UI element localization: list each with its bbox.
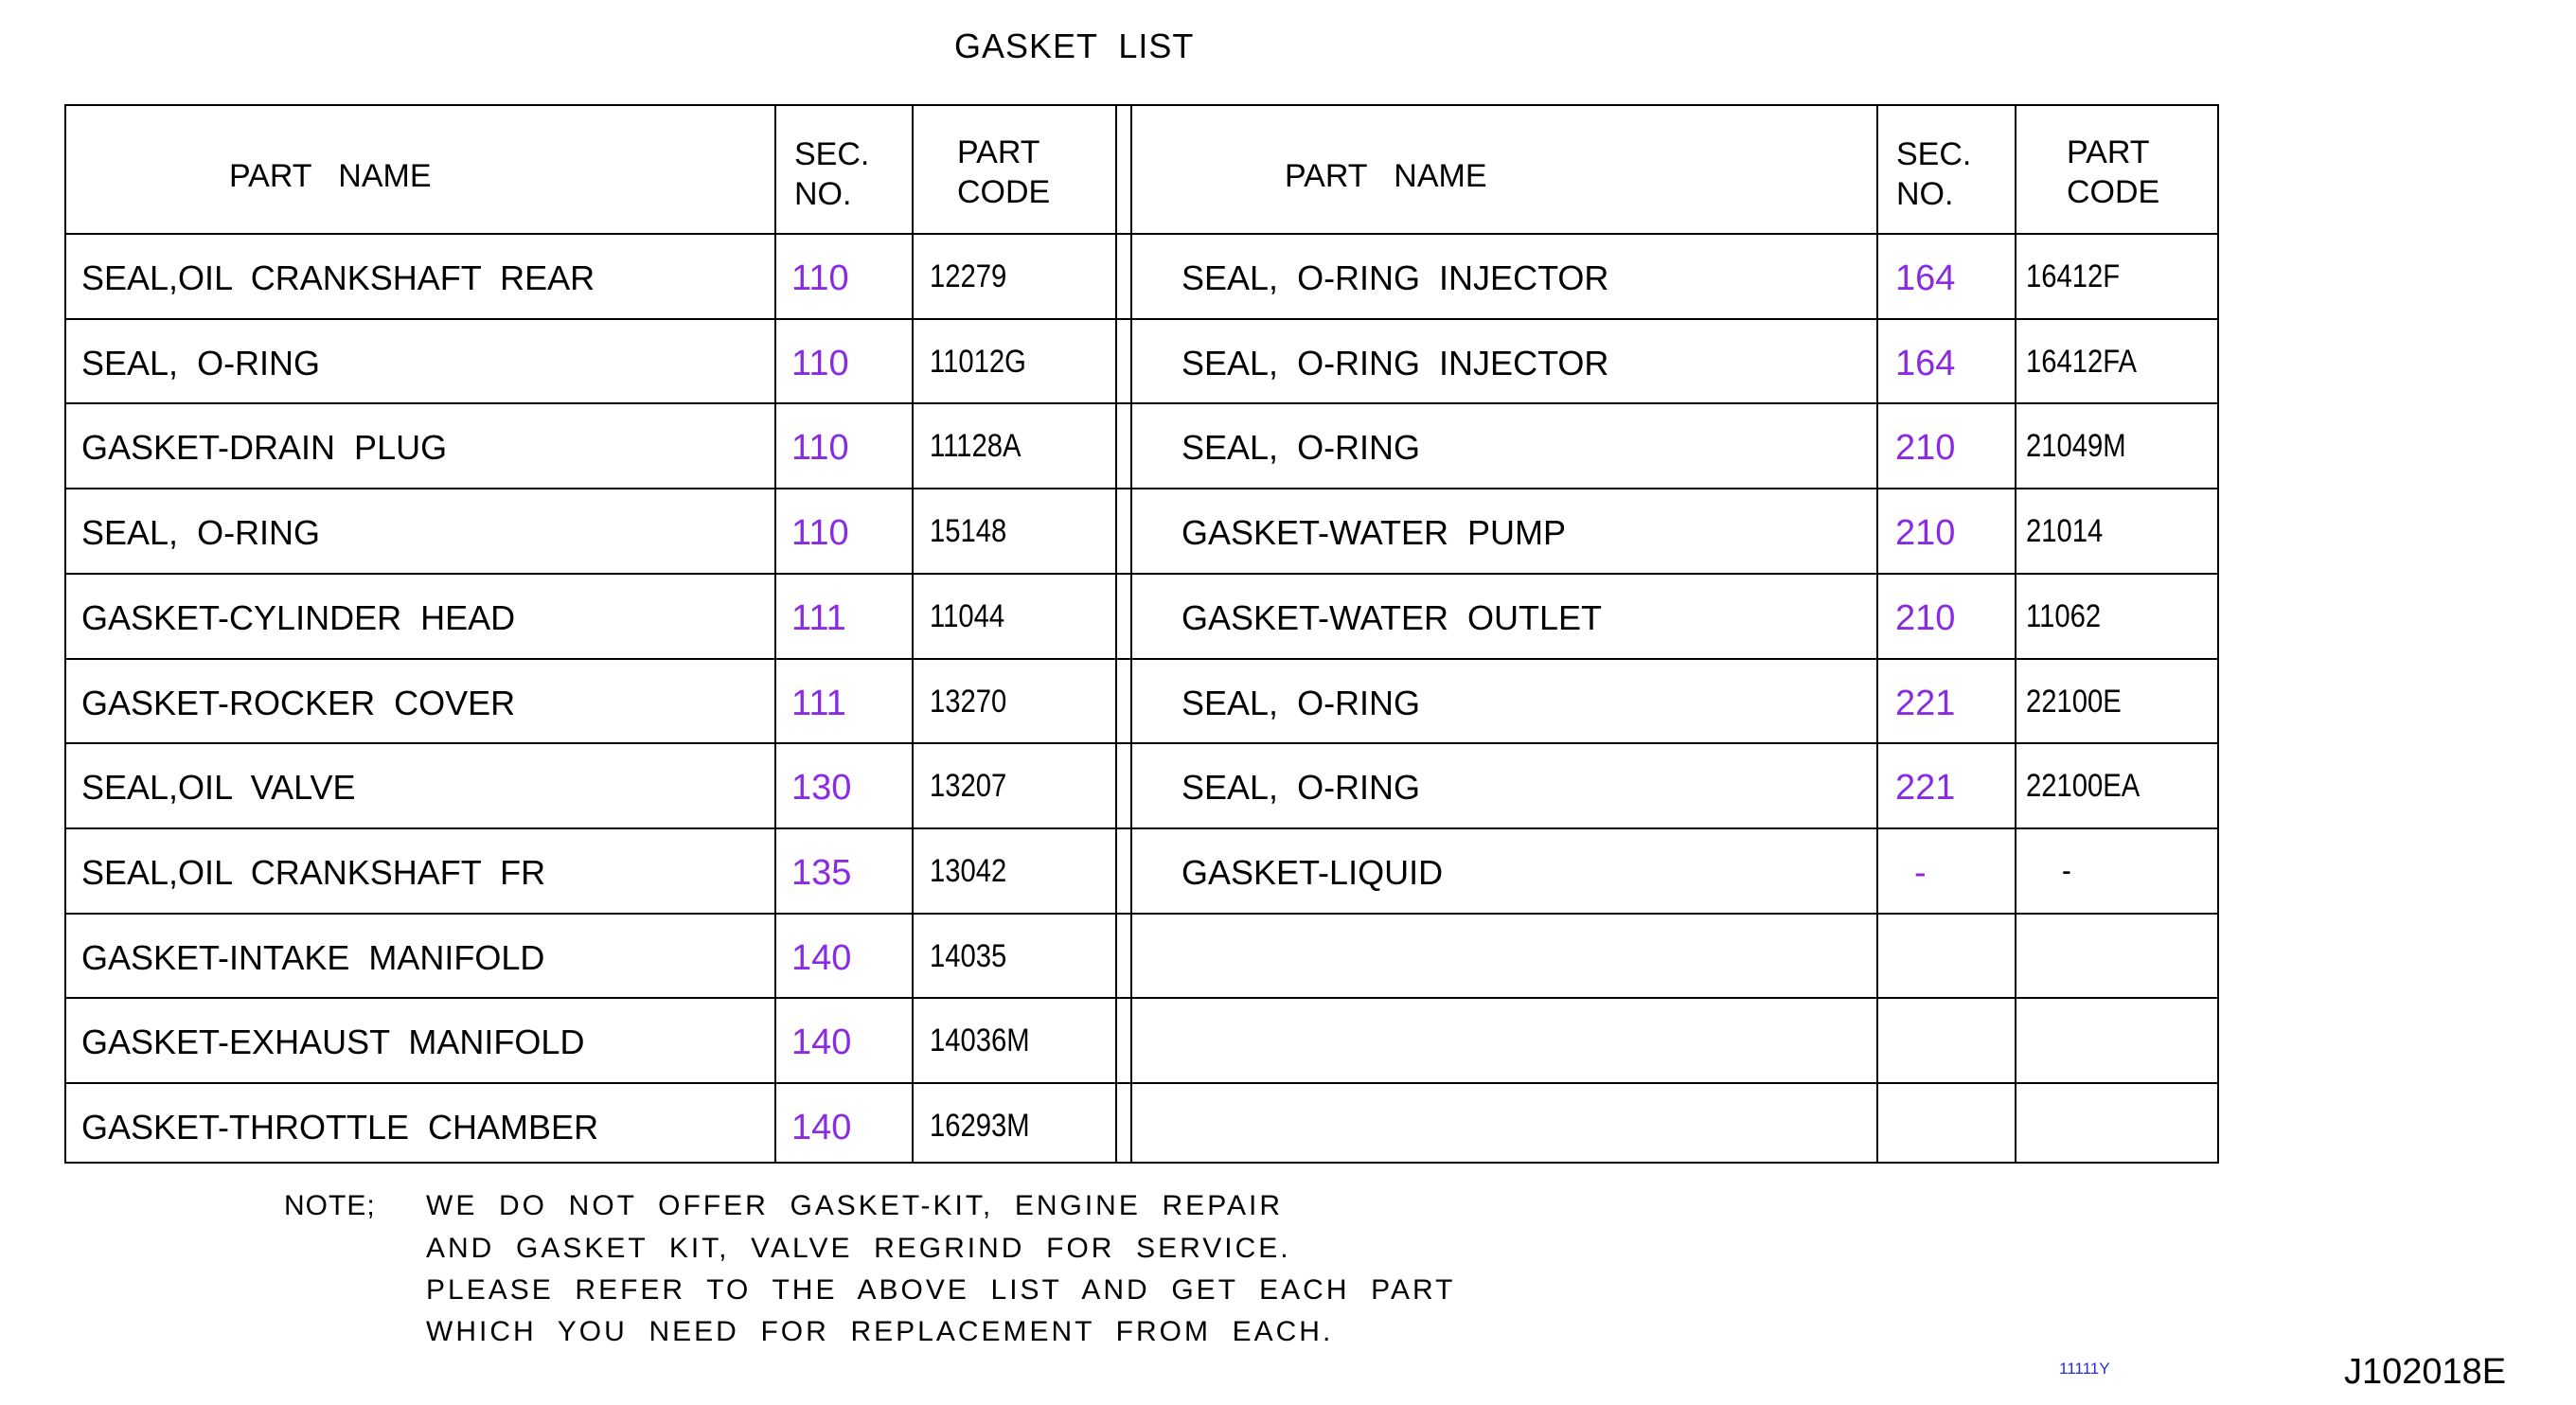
- column-divider: [2015, 106, 2016, 1162]
- part-code: 16412FA: [2026, 343, 2138, 380]
- column-divider: [1876, 106, 1878, 1162]
- row-divider: [66, 488, 2217, 489]
- note-line: AND GASKET KIT, VALVE REGRIND FOR SERVICE.: [426, 1233, 1291, 1264]
- part-code: 14036M: [930, 1023, 1030, 1059]
- sec-number: 221: [1895, 683, 1956, 723]
- part-code: 21049M: [2026, 428, 2126, 465]
- note-label: NOTE;: [284, 1190, 376, 1221]
- part-name: SEAL, O-RING: [1181, 428, 1421, 468]
- sec-number: 164: [1895, 343, 1956, 383]
- part-name: GASKET-WATER PUMP: [1181, 513, 1567, 553]
- column-divider: [1115, 106, 1117, 1162]
- part-code: 11012G: [930, 343, 1026, 380]
- part-name: GASKET-ROCKER COVER: [81, 683, 516, 722]
- row-divider: [66, 233, 2217, 235]
- part-name: GASKET-THROTTLE CHAMBER: [81, 1108, 599, 1147]
- sec-number: 210: [1895, 428, 1956, 469]
- row-divider: [66, 742, 2217, 744]
- part-name: GASKET-DRAIN PLUG: [81, 428, 448, 468]
- sec-number: 135: [791, 852, 852, 893]
- sec-number: 111: [791, 683, 846, 723]
- gasket-table: [64, 104, 2219, 1164]
- part-name: GASKET-WATER OUTLET: [1181, 597, 1603, 637]
- part-code: 14035: [930, 937, 1007, 974]
- part-name: GASKET-INTAKE MANIFOLD: [81, 937, 545, 977]
- note-line: PLEASE REFER TO THE ABOVE LIST AND GET EACH PART: [426, 1274, 1456, 1306]
- part-name: SEAL, O-RING: [1181, 768, 1421, 808]
- sec-number: 140: [791, 1108, 852, 1147]
- row-divider: [66, 318, 2217, 320]
- header-part-name-right: PART NAME: [1285, 158, 1487, 194]
- sec-number: 140: [791, 1023, 852, 1063]
- row-divider: [66, 1082, 2217, 1084]
- sec-number: 221: [1895, 768, 1956, 809]
- part-name: GASKET-EXHAUST MANIFOLD: [81, 1023, 585, 1062]
- sec-number: 110: [791, 513, 849, 554]
- column-divider: [774, 106, 776, 1162]
- part-code: 11062: [2026, 597, 2102, 634]
- part-name: SEAL, O-RING: [81, 513, 321, 553]
- sec-number: 110: [791, 343, 849, 383]
- header-sec-no-right: SEC. NO.: [1896, 136, 1972, 212]
- illustration-code: 11111Y: [2059, 1360, 2110, 1378]
- part-code: 16293M: [930, 1108, 1030, 1144]
- row-divider: [66, 997, 2217, 999]
- part-code: 13270: [930, 683, 1007, 720]
- sec-number: -: [1914, 852, 1927, 893]
- sec-number: 210: [1895, 513, 1956, 554]
- part-name: SEAL, O-RING INJECTOR: [1181, 258, 1609, 297]
- part-code: 13042: [930, 852, 1007, 889]
- column-divider: [1130, 106, 1132, 1162]
- sec-number: 130: [791, 768, 852, 809]
- document-id: J102018E: [2344, 1352, 2507, 1392]
- part-code: -: [2062, 852, 2071, 889]
- part-code: 15148: [930, 513, 1007, 550]
- part-code: 11128A: [930, 428, 1022, 465]
- part-name: GASKET-CYLINDER HEAD: [81, 597, 516, 637]
- part-name: GASKET-LIQUID: [1181, 852, 1444, 892]
- header-sec-no-left: SEC. NO.: [794, 136, 870, 212]
- row-divider: [66, 913, 2217, 915]
- column-divider: [912, 106, 914, 1162]
- part-name: SEAL,OIL VALVE: [81, 768, 356, 808]
- part-code: 11044: [930, 597, 1005, 634]
- part-code: 12279: [930, 258, 1007, 294]
- part-name: SEAL,OIL CRANKSHAFT REAR: [81, 258, 595, 297]
- row-divider: [66, 402, 2217, 404]
- page-title: GASKET LIST: [954, 27, 1195, 65]
- part-code: 22100E: [2026, 683, 2122, 720]
- sec-number: 140: [791, 937, 852, 978]
- sec-number: 210: [1895, 597, 1956, 638]
- sec-number: 111: [791, 597, 846, 638]
- part-name: SEAL, O-RING INJECTOR: [1181, 343, 1609, 382]
- row-divider: [66, 573, 2217, 575]
- note-line: WE DO NOT OFFER GASKET-KIT, ENGINE REPAIR: [426, 1190, 1283, 1221]
- part-name: SEAL, O-RING: [1181, 683, 1421, 722]
- header-part-name-left: PART NAME: [229, 158, 432, 194]
- part-code: 22100EA: [2026, 768, 2141, 805]
- row-divider: [66, 827, 2217, 829]
- part-name: SEAL,OIL CRANKSHAFT FR: [81, 852, 546, 892]
- header-part-code-right: PART CODE: [2067, 134, 2160, 210]
- part-code: 21014: [2026, 513, 2104, 550]
- sec-number: 110: [791, 258, 849, 298]
- part-code: 16412F: [2026, 258, 2121, 294]
- part-name: SEAL, O-RING: [81, 343, 321, 382]
- row-divider: [66, 658, 2217, 660]
- part-code: 13207: [930, 768, 1007, 805]
- note-line: WHICH YOU NEED FOR REPLACEMENT FROM EACH.: [426, 1316, 1334, 1347]
- sec-number: 110: [791, 428, 849, 469]
- header-part-code-left: PART CODE: [957, 134, 1051, 210]
- sec-number: 164: [1895, 258, 1956, 298]
